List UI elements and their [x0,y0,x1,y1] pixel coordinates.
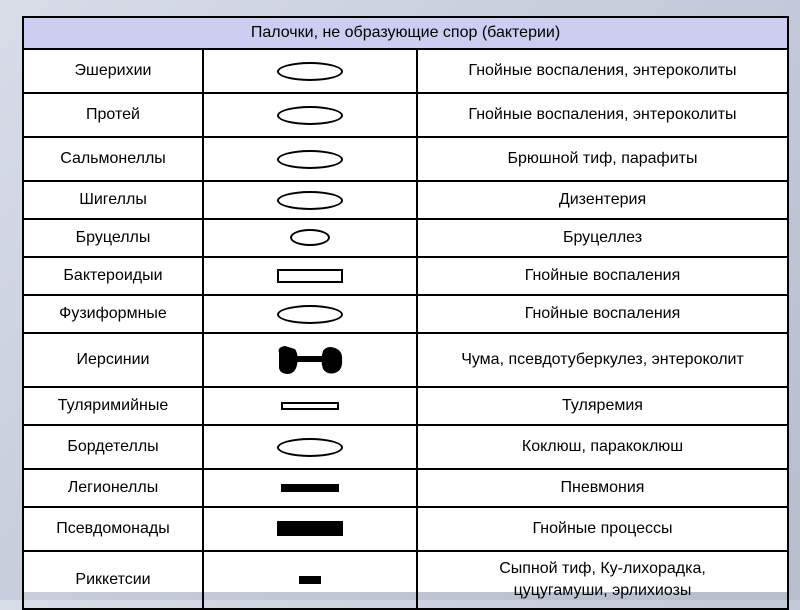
morphology-shape-cell [203,333,417,387]
bacteria-name-cell: Протей [23,93,203,137]
disease-cell: Гнойные процессы [417,507,788,551]
bacteria-name-cell: Псевдомонады [23,507,203,551]
disease-cell: Гнойные воспаления, энтероколиты [417,93,788,137]
bacteria-name-cell: Сальмонеллы [23,137,203,181]
table-row [23,507,788,551]
bacteria-name-cell: Бактероидыи [23,257,203,295]
bacteria-name-cell: Бордетеллы [23,425,203,469]
morphology-shape-cell [203,295,417,333]
oval-sm-icon [290,229,330,246]
bacteria-name-cell: Бруцеллы [23,219,203,257]
morphology-shape-cell [203,181,417,219]
disease-cell: Бруцеллез [417,219,788,257]
disease-cell: Гнойные воспаления [417,257,788,295]
bacteria-name-cell: Эшерихии [23,49,203,93]
bar-small-icon [299,576,321,584]
table-row [23,219,788,257]
morphology-shape-cell [203,49,417,93]
disease-cell: Коклюш, паракоклюш [417,425,788,469]
table-row [23,257,788,295]
disease-cell: Сыпной тиф, Ку-лихорадка, цуцугамуши, эрлихиозы [417,551,788,609]
rect-thin-outline-icon [281,402,339,410]
bacteria-name-cell: Легионеллы [23,469,203,507]
disease-cell: Дизентерия [417,181,788,219]
oval-lg-icon [277,150,343,169]
disease-cell: Гнойные воспаления, энтероколиты [417,49,788,93]
bacteria-table [22,16,789,610]
disease-cell: Брюшной тиф, парафиты [417,137,788,181]
oval-lg-icon [277,438,343,457]
rect-outline-icon [277,269,343,283]
table-row [23,469,788,507]
table-row [23,333,788,387]
morphology-shape-cell [203,507,417,551]
bar-large-icon [277,521,343,536]
table-row [23,387,788,425]
table-row [23,425,788,469]
morphology-shape-cell [203,93,417,137]
bacteria-table-sheet [22,16,787,599]
oval-lg-icon [277,106,343,125]
bacteria-name-cell: Шигеллы [23,181,203,219]
oval-lg-icon [277,62,343,81]
bipolar-rod-icon [275,343,345,377]
table-title: Палочки, не образующие спор (бактерии) [23,17,788,49]
morphology-shape-cell [203,551,417,609]
morphology-shape-cell [203,137,417,181]
oval-lg-icon [277,191,343,210]
morphology-shape-cell [203,387,417,425]
morphology-shape-cell [203,219,417,257]
table-header-row [23,17,788,49]
table-row [23,181,788,219]
disease-cell: Чума, псевдотуберкулез, энтероколит [417,333,788,387]
bar-medium-icon [281,484,339,492]
bacteria-name-cell: Иерсинии [23,333,203,387]
oval-lg-icon [277,305,343,324]
morphology-shape-cell [203,469,417,507]
bacteria-name-cell: Туляримийные [23,387,203,425]
morphology-shape-cell [203,425,417,469]
table-row [23,137,788,181]
disease-cell: Пневмония [417,469,788,507]
table-row [23,49,788,93]
bacteria-name-cell: Риккетсии [23,551,203,609]
disease-cell: Гнойные воспаления [417,295,788,333]
bacteria-name-cell: Фузиформные [23,295,203,333]
table-row [23,93,788,137]
table-row [23,295,788,333]
disease-cell: Туляремия [417,387,788,425]
morphology-shape-cell [203,257,417,295]
table-row [23,551,788,609]
